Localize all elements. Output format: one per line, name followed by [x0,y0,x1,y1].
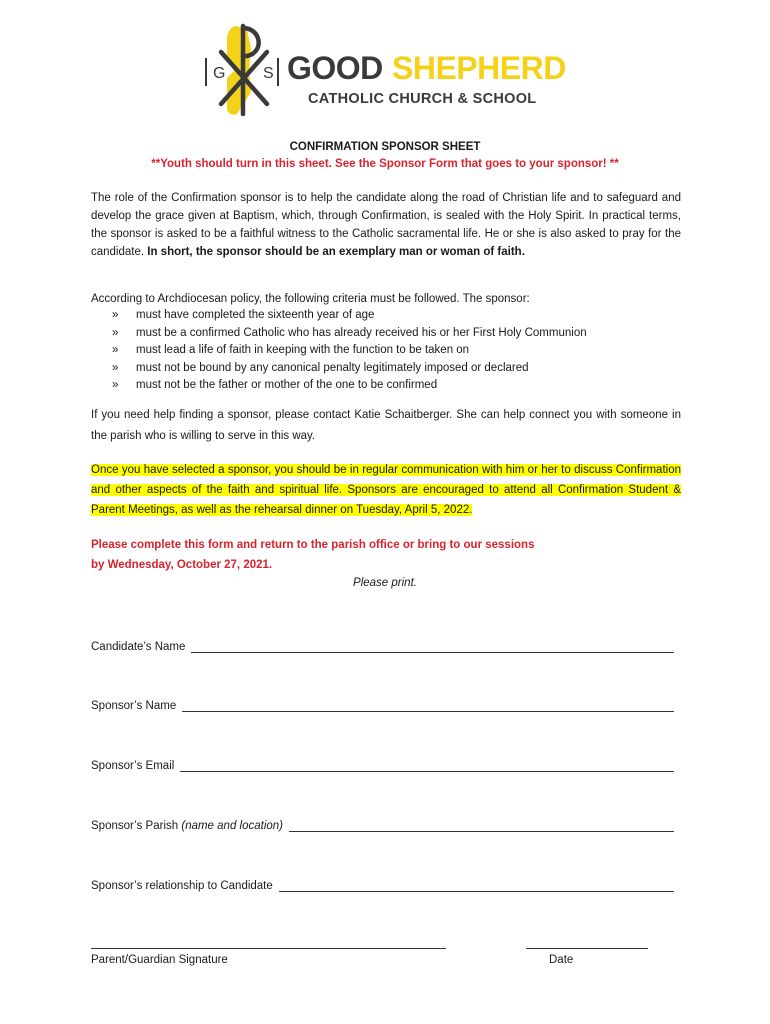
bullet-icon: » [112,309,119,321]
bullet-icon: » [112,344,119,356]
parent-signature-label: Parent/Guardian Signature [91,954,228,966]
date-label: Date [549,954,574,966]
list-item: » must not be the father or mother of the one to be confirmed [112,377,587,395]
sponsor-email-input[interactable] [180,761,674,772]
deadline-line-1: Please complete this form and return to the parish office or bring to our sessions [91,539,535,551]
youth-note: **Youth should turn in this sheet. See the Sponsor Form that goes to your sponsor! ** [151,158,619,170]
candidate-name-input[interactable] [191,642,674,653]
sponsor-parish-note: (name and location) [181,820,284,832]
candidate-name-field [91,641,674,653]
sponsor-parish-label: Sponsor’s Parish [91,820,179,832]
list-item: » must not be bound by any canonical penalty legitimately imposed or declared [112,360,587,378]
sponsor-name-field [91,700,674,712]
relationship-field [91,880,674,892]
logo-name-shepherd: SHEPHERD [392,50,566,86]
bullet-icon: » [112,379,119,391]
logo-letter-g: G [213,65,226,82]
sponsor-email-field [91,760,674,772]
criteria-intro: According to Archdiocesan policy, the following criteria must be followed. The sponsor: [91,293,530,305]
list-item: » must lead a life of faith in keeping with the function to be taken on [112,342,587,360]
deadline-line-2: by Wednesday, October 27, 2021. [91,559,273,571]
highlighted-text: Once you have selected a sponsor, you should be in regular communication with him or her to discuss Confirmation and other aspects of the faith and spiritual life. Sponsors are encouraged to attend all Confirmation Student & Parent Meetings, as well as the rehearsal dinner on Tuesday, April 5, 2022. [91,464,681,516]
parent-signature-line[interactable] [91,947,446,949]
sponsor-name-input[interactable] [182,701,674,712]
page-title: CONFIRMATION SPONSOR SHEET [289,141,481,153]
sponsor-parish-input[interactable] [289,821,674,832]
relationship-label: Sponsor’s relationship to Candidate [91,880,273,892]
sponsor-name-label: Sponsor’s Name [91,700,177,712]
logo-name-good: GOOD [287,50,383,86]
date-line[interactable] [526,947,648,949]
list-item: » must be a confirmed Catholic who has already received his or her First Holy Communion [112,325,587,343]
sponsor-parish-field [91,820,674,832]
list-item: » must have completed the sixteenth year of age [112,307,587,325]
criteria-list [112,307,587,395]
highlight-paragraph [91,460,681,520]
intro-bold-text: In short, the sponsor should be an exemplary man or woman of faith. [147,246,525,258]
relationship-input[interactable] [279,881,674,892]
help-paragraph: If you need help finding a sponsor, please contact Katie Schaitberger. She can help connect you with someone in the parish who is willing to serve in this way. [91,409,681,442]
logo-letter-s: S [263,65,274,82]
intro-text: The role of the Confirmation sponsor is to help the candidate along the road of Christian life and to safeguard and develop the grace given at Baptism, which, through Confirmation, is sealed with the Holy Spirit. In practical terms, the sponsor is asked to be a faithful witness to the Catholic sacramental life. He or she is also asked to pray for the candidate. [91,192,681,258]
bullet-icon: » [112,326,119,339]
intro-paragraph [91,189,681,261]
bullet-icon: » [112,361,119,374]
sponsor-email-label: Sponsor’s Email [91,760,175,772]
print-note: Please print. [353,577,417,589]
candidate-name-label: Candidate’s Name [91,641,186,653]
logo-subtitle: CATHOLIC CHURCH & SCHOOL [308,91,537,107]
